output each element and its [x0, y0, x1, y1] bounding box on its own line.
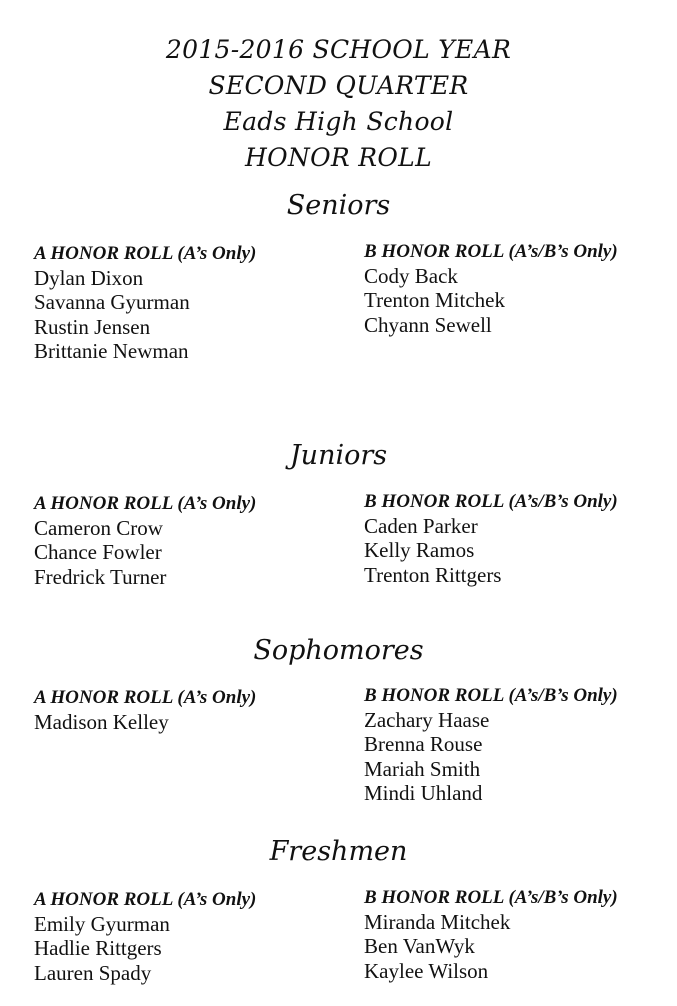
student-name: Fredrick Turner [34, 564, 167, 589]
juniors-a-honor-roll [34, 492, 344, 589]
name-list [34, 710, 344, 734]
student-name: Hadlie Rittgers [34, 936, 162, 961]
name-list [34, 266, 344, 363]
school-name: Eads High School [223, 107, 454, 136]
juniors-b-honor-roll [364, 490, 674, 587]
student-name: Cameron Crow [34, 516, 163, 540]
student-name: Trenton Rittgers [364, 562, 502, 587]
honor-roll-title: HONOR ROLL [245, 143, 432, 172]
student-name: Trenton Mitchek [364, 288, 505, 313]
b-honor-roll-heading: B HONOR ROLL (A’s/B’s Only) [364, 685, 618, 706]
student-name: Mariah Smith [364, 756, 481, 781]
student-name: Chyann Sewell [364, 312, 492, 337]
student-name: Rustin Jensen [34, 314, 151, 339]
student-name: Kaylee Wilson [364, 958, 489, 983]
seniors-b-honor-roll [364, 240, 674, 337]
freshmen-title: Freshmen [269, 836, 408, 867]
student-name: Brenna Rouse [364, 732, 483, 757]
student-name: Kelly Ramos [364, 538, 475, 563]
student-name: Savanna Gyurman [34, 290, 190, 315]
a-honor-roll-heading: A HONOR ROLL (A’s Only) [34, 687, 257, 708]
sophomores-b-honor-roll [364, 684, 674, 805]
name-list [364, 910, 674, 983]
name-list [364, 514, 674, 587]
document-header [0, 32, 677, 176]
student-name: Madison Kelley [34, 710, 169, 734]
student-name: Chance Fowler [34, 540, 162, 565]
student-name: Cody Back [364, 264, 458, 288]
student-name: Brittanie Newman [34, 338, 189, 363]
juniors-title: Juniors [289, 440, 388, 471]
b-honor-roll-heading: B HONOR ROLL (A’s/B’s Only) [364, 241, 618, 262]
b-honor-roll-heading: B HONOR ROLL (A’s/B’s Only) [364, 887, 618, 908]
b-honor-roll-heading: B HONOR ROLL (A’s/B’s Only) [364, 491, 618, 512]
student-name: Lauren Spady [34, 960, 152, 985]
sophomores-title: Sophomores [253, 635, 424, 666]
name-list [364, 708, 674, 805]
school-year-title: 2015-2016 SCHOOL YEAR [165, 35, 512, 64]
freshmen-a-honor-roll [34, 888, 344, 985]
seniors-title: Seniors [286, 190, 391, 221]
name-list [34, 912, 344, 985]
student-name: Emily Gyurman [34, 912, 170, 936]
a-honor-roll-heading: A HONOR ROLL (A’s Only) [34, 493, 257, 514]
student-name: Miranda Mitchek [364, 910, 511, 934]
a-honor-roll-heading: A HONOR ROLL (A’s Only) [34, 243, 257, 264]
freshmen-b-honor-roll [364, 886, 674, 983]
quarter-title: SECOND QUARTER [208, 71, 469, 100]
student-name: Zachary Haase [364, 708, 490, 732]
student-name: Dylan Dixon [34, 266, 144, 290]
seniors-a-honor-roll [34, 242, 344, 363]
student-name: Mindi Uhland [364, 780, 483, 805]
sophomores-a-honor-roll [34, 686, 344, 734]
a-honor-roll-heading: A HONOR ROLL (A’s Only) [34, 889, 257, 910]
student-name: Caden Parker [364, 514, 478, 538]
name-list [364, 264, 674, 337]
student-name: Ben VanWyk [364, 934, 475, 959]
name-list [34, 516, 344, 589]
